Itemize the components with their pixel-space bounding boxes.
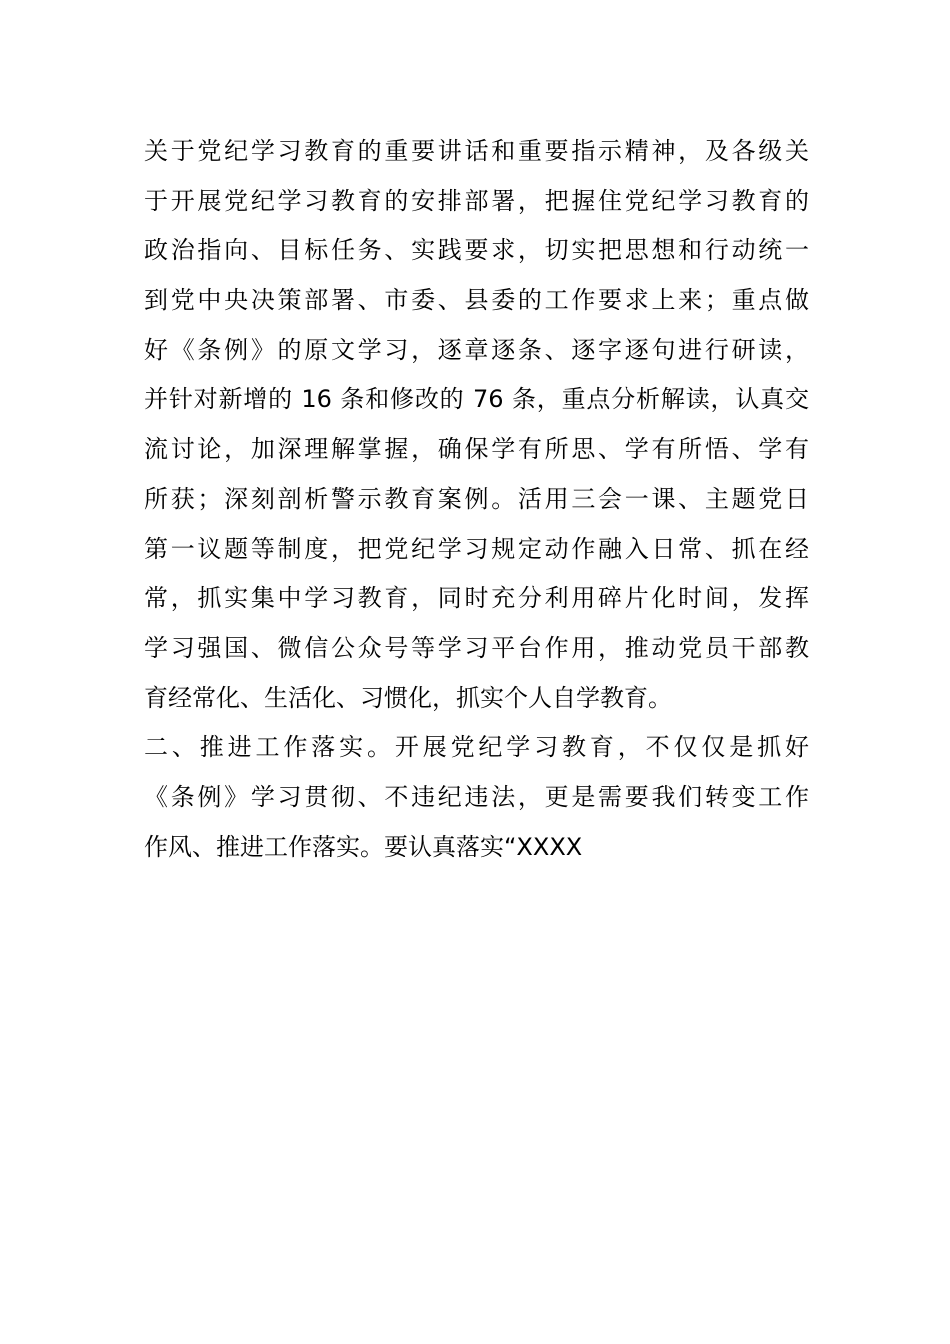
text-line-6: 并针对新增的 16 条和修改的 76 条，重点分析解读，认真交 [144, 385, 809, 414]
text-line-5: 好《条例》的原文学习，逐章逐条、逐字逐句进行研读， [144, 335, 809, 364]
text-line-12: 育经常化、生活化、习惯化，抓实个人自学教育。 [144, 683, 672, 712]
text-line-14: 《条例》学习贯彻、不违纪违法，更是需要我们转变工作 [144, 782, 809, 811]
text-line-4: 到党中央决策部署、市委、县委的工作要求上来；重点做 [144, 286, 809, 315]
text-line-3: 政治指向、目标任务、实践要求，切实把思想和行动统一 [144, 236, 809, 265]
text-line-8: 所获；深刻剖析警示教育案例。活用三会一课、主题党日 [144, 484, 809, 513]
text-line-15: 作风、推进工作落实。要认真落实“XXXX [144, 832, 583, 861]
text-line-11: 学习强国、微信公众号等学习平台作用，推动党员干部教 [144, 633, 809, 662]
text-line-9: 第一议题等制度，把党纪学习规定动作融入日常、抓在经 [144, 534, 809, 563]
text-line-2: 于开展党纪学习教育的安排部署，把握住党纪学习教育的 [144, 186, 809, 215]
text-line-1: 关于党纪学习教育的重要讲话和重要指示精神，及各级关 [144, 137, 809, 165]
text-line-13: 二、推进工作落实。开展党纪学习教育，不仅仅是抓好 [144, 733, 809, 762]
body-text [144, 127, 809, 872]
text-line-10: 常，抓实集中学习教育，同时充分利用碎片化时间，发挥 [144, 584, 809, 613]
text-line-7: 流讨论，加深理解掌握，确保学有所思、学有所悟、学有 [144, 435, 809, 464]
